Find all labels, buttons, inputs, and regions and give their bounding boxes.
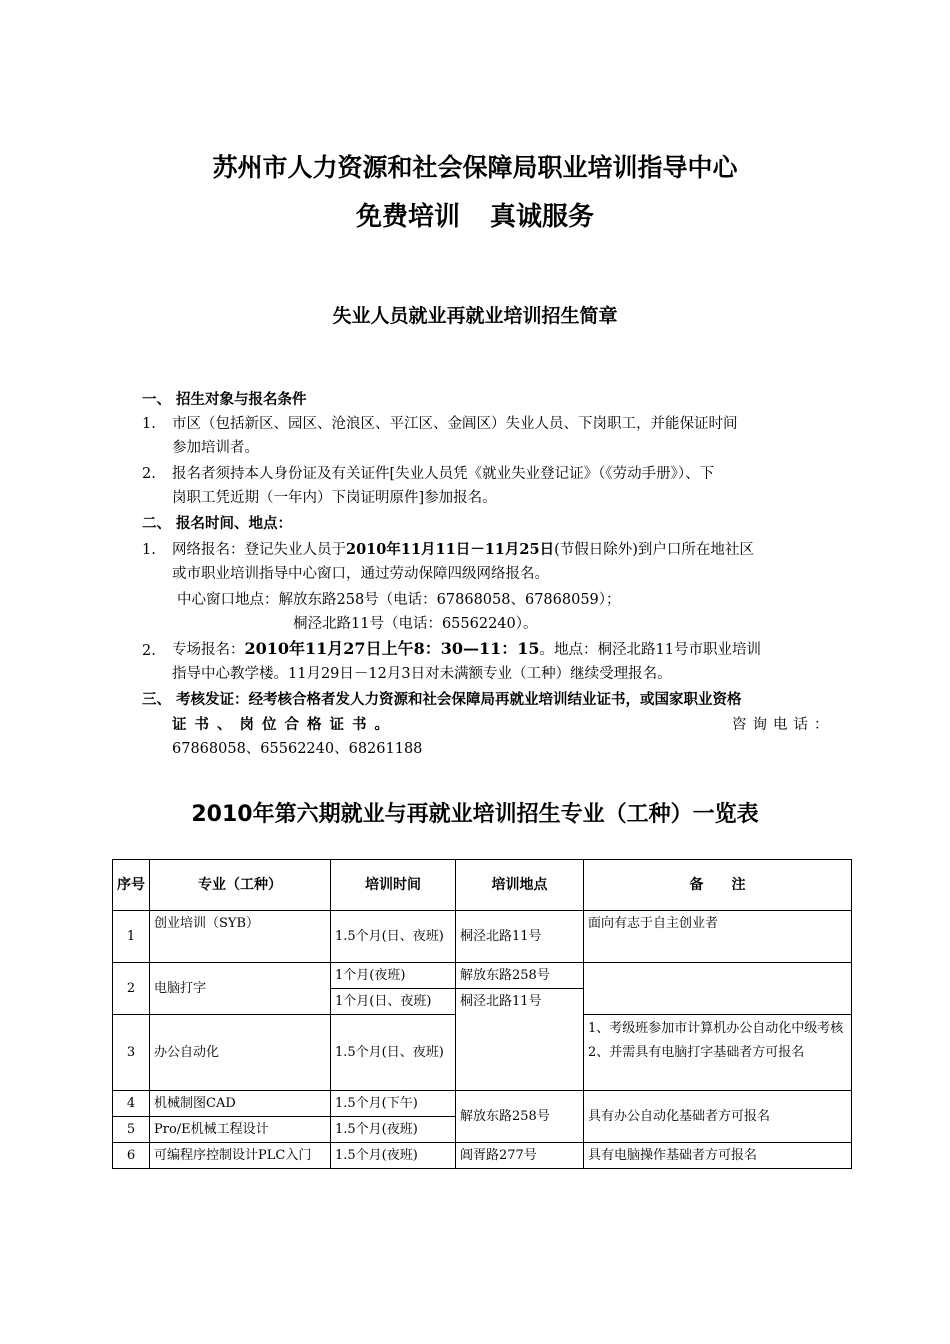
section1-item2-line2: 岗职工凭近期（一年内）下岗证明原件]参加报名。 [172, 490, 497, 506]
row3-note-line1: 1、考级班参加市计算机办公自动化中级考核 [588, 1021, 844, 1036]
slogan-right: 真诚服务 [490, 202, 595, 232]
row5-no: 5 [113, 1117, 150, 1143]
row2-no: 2 [113, 963, 150, 1015]
section3-line1 [142, 689, 742, 711]
row3-no: 3 [113, 1015, 150, 1091]
row3-note-line2: 2、并需具有电脑打字基础者方可报名 [588, 1045, 805, 1060]
row1-time: 1.5个月(日、夜班) [331, 911, 456, 963]
header-time: 培训时间 [331, 860, 456, 911]
row3-time: 1.5个月(日、夜班) [331, 1015, 456, 1091]
section1-item2-num: 2. [142, 466, 156, 482]
table-row [113, 1091, 852, 1117]
row1-no: 1 [113, 911, 150, 963]
onsite-signup-prefix: 专场报名： [172, 642, 245, 658]
row45-place: 解放东路258号 [456, 1091, 584, 1143]
table-row [113, 911, 852, 963]
row45-note: 具有办公自动化基础者方可报名 [584, 1091, 852, 1143]
row1-major: 创业培训（SYB） [150, 911, 331, 963]
onsite-signup-suffix: 。地点：桐泾北路11号市职业培训 [539, 642, 761, 658]
section2-heading: 二、 报名时间、地点： [142, 515, 293, 532]
window-location-line1: 中心窗口地点：解放东路258号（电话：67868058、67868059）； [177, 592, 621, 608]
row3-note [584, 1015, 852, 1091]
section1-item2-line1: 报名者须持本人身份证及有关证件[失业人员凭《就业失业登记证》（《劳动手册》）、下 [172, 466, 715, 482]
enrollment-table [112, 859, 852, 1169]
row6-no: 6 [113, 1143, 150, 1169]
row2-major: 电脑打字 [150, 963, 331, 1015]
table-row [113, 1143, 852, 1169]
section3-heading: 三、 考核发证： [142, 691, 249, 708]
window-location-line2: 桐泾北路11号（电话：65562240）。 [293, 616, 538, 632]
row3-major: 办公自动化 [150, 1015, 331, 1091]
table-row [113, 963, 852, 989]
section2-item1-num: 1. [142, 542, 156, 558]
row4-major: 机械制图CAD [150, 1091, 331, 1117]
onsite-signup-datetime: 2010年11月27日上午8：30—11：15 [244, 639, 540, 658]
header-place: 培训地点 [456, 860, 584, 911]
row2-time-a: 1个月(夜班) [331, 963, 456, 989]
row2-place-a: 解放东路258号 [456, 963, 584, 989]
section3-text2: 证书、岗位合格证书。 [172, 716, 397, 733]
section1-item1-num: 1. [142, 416, 156, 432]
row2-time-b: 1个月(日、夜班) [331, 989, 456, 1015]
row6-place: 阊胥路277号 [456, 1143, 584, 1169]
table-title: 2010年第六期就业与再就业培训招生专业（工种）一览表 [191, 802, 759, 827]
section2-item1-line1 [172, 539, 754, 561]
section3-text1: 经考核合格者发人力资源和社会保障局再就业培训结业证书，或国家职业资格 [248, 691, 742, 708]
online-signup-dates: 2010年11月11日－11月25日 [346, 541, 555, 558]
row1-place: 桐泾北路11号 [456, 911, 584, 963]
row5-time: 1.5个月(夜班) [331, 1117, 456, 1143]
slogan [0, 196, 950, 233]
row4-no: 4 [113, 1091, 150, 1117]
section2-item2-num: 2. [142, 643, 156, 659]
row4-time: 1.5个月(下午) [331, 1091, 456, 1117]
section1-heading: 一、 招生对象与报名条件 [142, 391, 307, 408]
row6-major: 可编程序控制设计PLC入门 [150, 1143, 331, 1169]
row2-note [584, 963, 852, 1015]
row5-major: Pro/E机械工程设计 [150, 1117, 331, 1143]
section2-item2-line1 [172, 638, 761, 661]
subtitle: 失业人员就业再就业培训招生简章 [332, 305, 618, 327]
org-title: 苏州市人力资源和社会保障局职业培训指导中心 [212, 153, 738, 182]
online-signup-prefix: 网络报名：登记失业人员于 [172, 542, 346, 558]
table-header-row [113, 860, 852, 911]
header-major: 专业（工种） [150, 860, 331, 911]
row6-note: 具有电脑操作基础者方可报名 [584, 1143, 852, 1169]
section2-item2-line2: 指导中心教学楼。11月29日－12月3日对未满额专业（工种）继续受理报名。 [172, 666, 672, 682]
section1-item1-line2: 参加培训者。 [172, 440, 259, 456]
section1-item1-line1: 市区（包括新区、园区、沧浪区、平江区、金阊区）失业人员、下岗职工，并能保证时间 [172, 416, 738, 432]
consult-label: 咨询电话： [732, 717, 835, 733]
row6-time: 1.5个月(夜班) [331, 1143, 456, 1169]
consult-phones: 67868058、65562240、68261188 [172, 741, 423, 757]
slogan-left: 免费培训 [355, 202, 460, 232]
row23-place: 桐泾北路11号 [456, 989, 584, 1091]
header-note: 备 注 [584, 860, 852, 911]
row1-note: 面向有志于自主创业者 [584, 911, 852, 963]
section2-item1-line2: 或市职业培训指导中心窗口，通过劳动保障四级网络报名。 [172, 566, 549, 582]
header-no: 序号 [113, 860, 150, 911]
online-signup-suffix: (节假日除外)到户口所在地社区 [554, 542, 754, 558]
